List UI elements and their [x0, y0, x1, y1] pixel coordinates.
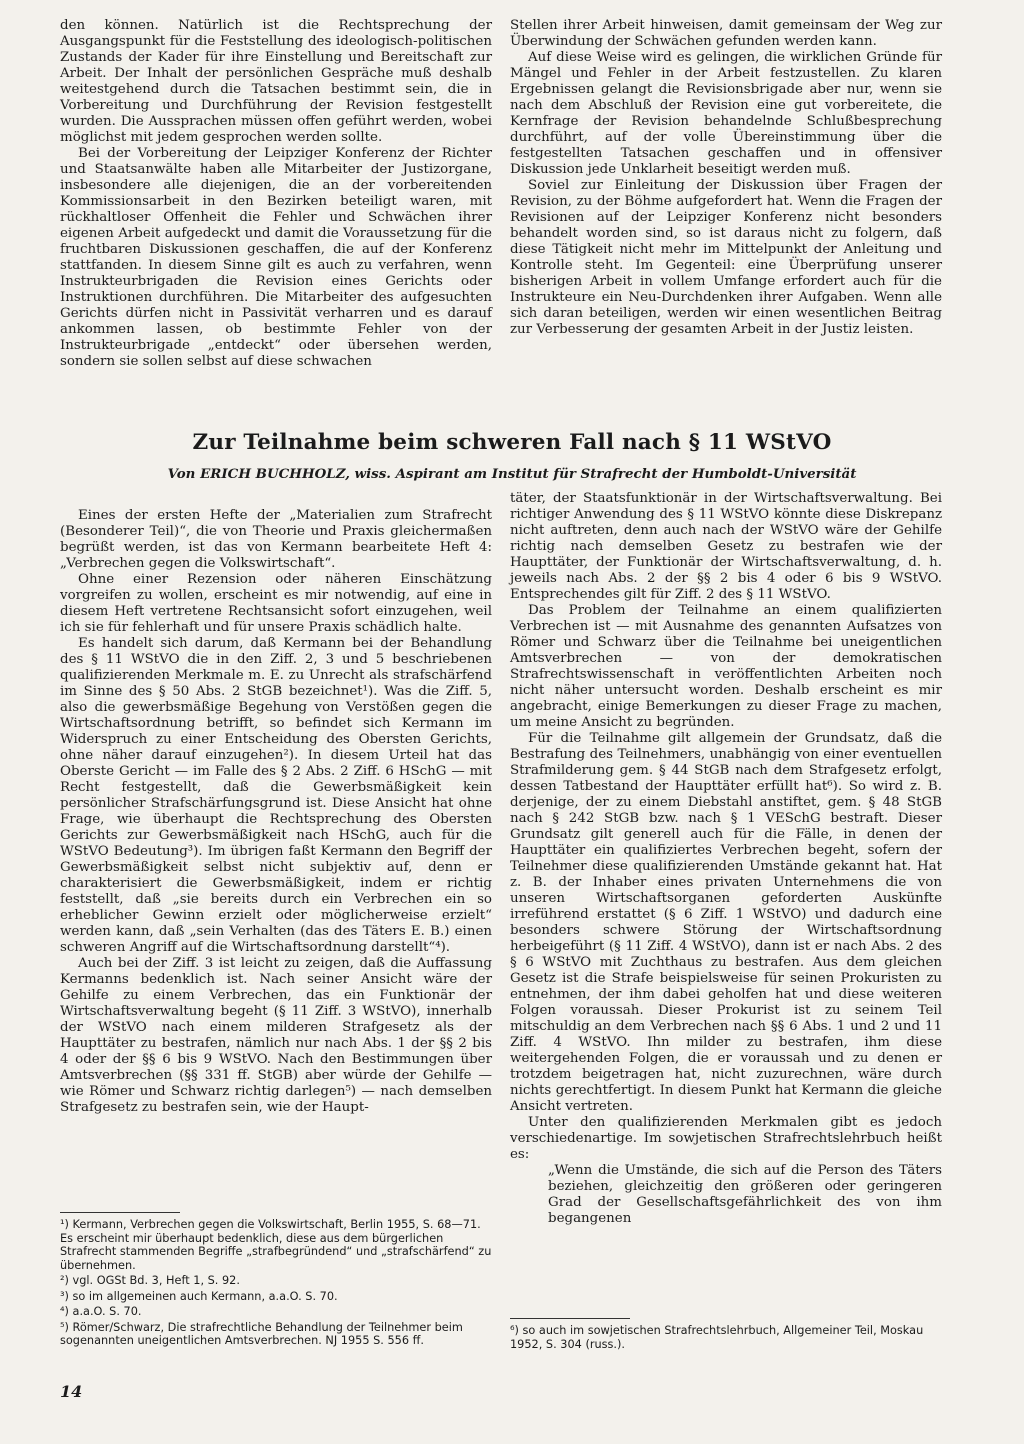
paragraph: Soviel zur Einleitung der Diskussion über Fragen der Revision, zu der Böhme aufgefordert hat. Wenn die Fragen der Revisionen auf der Leipziger Konferenz nicht besonders behandelt worden sind, so ist daraus nicht zu folgern, daß diese Tätigkeit nicht mehr im Mittelpunkt der Anleitung und Kontrolle steht. Im Gegenteil: eine Überprüfung unserer bisherigen Arbeit in vollem Umfange erfordert auch für die Instrukteure ein Neu-Durchdenken ihrer Aufgaben. Wenn alle sich daran beteiligen, werden wir einen wesentlichen Beitrag zur Verbesserung der gesamten Arbeit in der Justiz leisten.	[510, 178, 942, 337]
article-title: Zur Teilnahme beim schweren Fall nach § 11 WStVO	[192, 430, 832, 455]
footnote: ³) so im allgemeinen auch Kermann, a.a.O. S. 70.	[60, 1289, 338, 1303]
footnotes-right	[510, 1324, 942, 1353]
paragraph: Für die Teilnahme gilt allgemein der Grundsatz, daß die Bestrafung des Teilnehmers, unabhängig von einer eventuellen Strafmilderung gem. § 44 StGB nach dem Strafgesetz erfolgt, dessen Tatbestand der Haupttäter erfüllt hat⁶). So wird z. B. derjenige, der zu einem Diebstahl anstiftet, gem. § 48 StGB nach § 242 StGB bzw. nach § 1 VESchG bestraft. Dieser Grundsatz gilt generell auch für die Fälle, in denen der Haupttäter ein qualifiziertes Verbrechen begeht, sofern der Teilnehmer diese qualifizierenden Umstände gekannt hat. Hat z. B. der Inhaber eines privaten Unternehmens die von unseren Wirtschaftsorganen geforderten Auskünfte irreführend erstattet (§ 6 Ziff. 1 WStVO) und dadurch eine besonders schwere Störung der Wirtschaftsordnung herbeigeführt (§ 11 Ziff. 4 WStVO), dann ist er nach Abs. 2 des § 6 WStVO mit Zuchthaus zu bestrafen. Aus dem gleichen Gesetz ist die Strafe beispielsweise für seinen Prokuristen zu entnehmen, der ihm dabei geholfen hat und diese weiteren Folgen voraussah. Dieser Prokurist ist zu seinem Teil mitschuldig an dem Verbrechen nach §§ 6 Abs. 1 und 2 und 11 Ziff. 4 WStVO. Ihn milder zu bestrafen, ihm diese weitergehenden Folgen, die er voraussah und zu denen er trotzdem beigetragen hat, nicht zuzurechnen, wäre durch nichts gerechtfertigt. In diesem Punkt hat Kermann die gleiche Ansicht vertreten.	[510, 731, 942, 1114]
paragraph: Stellen ihrer Arbeit hinweisen, damit gemeinsam der Weg zur Überwindung der Schwächen gefunden werden kann.	[510, 18, 942, 49]
top-left-column	[60, 18, 492, 370]
paragraph: Das Problem der Teilnahme an einem qualifizierten Verbrechen ist — mit Ausnahme des genannten Aufsatzes von Römer und Schwarz über die Teilnahme bei uneigentlichen Amtsverbrechen — von der demokratischen Strafrechtswissenschaft in veröffentlichten Arbeiten noch nicht näher untersucht worden. Deshalb erscheint es mir angebracht, einige Bemerkungen zu dieser Frage zu machen, um meine Ansicht zu begründen.	[510, 603, 942, 730]
article-byline: Von ERICH BUCHHOLZ, wiss. Aspirant am Institut für Strafrecht der Humboldt-Universität	[167, 466, 857, 482]
paragraph: Es handelt sich darum, daß Kermann bei der Behandlung des § 11 WStVO die in den Ziff. 2, 3 und 5 beschriebenen qualifizierenden Merkmale m. E. zu Unrecht als strafschärfend im Sinne des § 50 Abs. 2 StGB bezeichnet¹). Was die Ziff. 5, also die gewerbsmäßige Begehung von Verstößen gegen die Wirtschaftsordnung betrifft, so befindet sich Kermann im Widerspruch zu einer Entscheidung des Obersten Gerichts, ohne näher darauf einzugehen²). In diesem Urteil hat das Oberste Gericht — im Falle des § 2 Abs. 2 Ziff. 6 HSchG — mit Recht festgestellt, daß die Gewerbsmäßigkeit kein persönlicher Strafschärfungsgrund ist. Diese Ansicht hat ohne Frage, wie überhaupt die Rechtsprechung des Obersten Gerichts zur Gewerbsmäßigkeit nach HSchG, auch für die WStVO Bedeutung³). Im übrigen faßt Kermann den Begriff der Gewerbsmäßigkeit selbst nicht subjektiv auf, denn er charakterisiert die Gewerbsmäßigkeit, indem er richtig feststellt, daß „sie bereits durch ein Verbrechen ein so erheblicher Gewinn erzielt oder möglicherweise erzielt“ werden kann, daß „sein Verhalten (das des Täters E. B.) einen schweren Angriff auf die Wirtschaftsordnung darstellt“⁴).	[60, 636, 492, 955]
footnote: ⁴) a.a.O. S. 70.	[60, 1305, 142, 1318]
bottom-left-column	[60, 508, 492, 1116]
footnote: ¹) Kermann, Verbrechen gegen die Volkswirtschaft, Berlin 1955, S. 68—71. Es erscheint mir überhaupt bedenklich, diese aus dem bürgerlichen Strafrecht stammenden Begriffe „strafbegründend“ und „strafschärfend“ zu übernehmen.	[60, 1218, 492, 1272]
paragraph: Bei der Vorbereitung der Leipziger Konferenz der Richter und Staatsanwälte haben alle Mitarbeiter der Justizorgane, insbesondere alle diejenigen, die an der vorbereitenden Kommissionsarbeit in den Bezirken beteiligt waren, mit rückhaltloser Offenheit die Fehler und Schwächen ihrer eigenen Arbeit aufgedeckt und damit die Voraussetzung für die fruchtbaren Diskussionen geschaffen, die auf der Konferenz stattfanden. In diesem Sinne gilt es auch zu verfahren, wenn Instrukteurbrigaden die Revision eines Gerichts oder Instruktionen durchführen. Die Mitarbeiter des aufgesuchten Gerichts dürfen nicht in Passivität verharren und es darauf ankommen lassen, ob bestimmte Fehler von der Instrukteurbrigade „entdeckt“ oder übersehen werden, sondern sie sollen selbst auf diese schwachen	[60, 146, 492, 369]
paragraph: den können. Natürlich ist die Rechtsprechung der Ausgangspunkt für die Feststellung des ideologisch-politischen Zustands der Kader für ihre Einstellung und Bereitschaft zur Arbeit. Der Inhalt der persönlichen Gespräche muß deshalb weitestgehend durch die Tatsachen bestimmt sein, die in Vorbereitung und Durchführung der Revision festgestellt wurden. Die Aussprachen müssen offen geführt werden, wobei möglichst mit jedem gesprochen werden sollte.	[60, 18, 492, 145]
paragraph: täter, der Staatsfunktionär in der Wirtschaftsverwaltung. Bei richtiger Anwendung des § 11 WStVO könnte diese Diskrepanz nicht auftreten, denn auch nach der WStVO wäre der Gehilfe richtig nach demselben Gesetz zu bestrafen wie der Haupttäter, der Funktionär der Wirtschaftsverwaltung, d. h. jeweils nach Abs. 2 der §§ 2 bis 4 oder 6 bis 9 WStVO. Entsprechendes gilt für Ziff. 2 des § 11 WStVO.	[510, 491, 942, 602]
paragraph: Auch bei der Ziff. 3 ist leicht zu zeigen, daß die Auffassung Kermanns bedenklich ist. Nach seiner Ansicht wäre der Gehilfe zu einem Verbrechen, das ein Funktionär der Wirtschaftsverwaltung begeht (§ 11 Ziff. 3 WStVO), innerhalb der WStVO nach einem milderen Strafgesetz als der Haupttäter zu bestrafen, nämlich nur nach Abs. 1 der §§ 2 bis 4 oder der §§ 6 bis 9 WStVO. Nach den Bestimmungen über Amtsverbrechen (§§ 331 ff. StGB) aber würde der Gehilfe — wie Römer und Schwarz richtig darlegen⁵) — nach demselben Strafgesetz zu bestrafen sein, wie der Haupt-	[60, 956, 492, 1115]
footnotes-left	[60, 1218, 492, 1350]
page-number: 14	[60, 1382, 83, 1401]
footnote: ⁵) Römer/Schwarz, Die strafrechtliche Behandlung der Teilnehmer beim sogenannten uneigentlichen Amtsverbrechen. NJ 1955 S. 556 ff.	[60, 1320, 463, 1347]
footnote-divider	[510, 1318, 630, 1319]
paragraph: Auf diese Weise wird es gelingen, die wirklichen Gründe für Mängel und Fehler in der Arbeit festzustellen. Zu klaren Ergebnissen gelangt die Revisionsbrigade aber nur, wenn sie nach dem Abschluß der Revision eine gut vorbereitete, die Kernfrage der Revision behandelnde Schlußbesprechung durchführt, auf der volle Übereinstimmung über die festgestellten Tatsachen geschaffen und in offensiver Diskussion jede Unklarheit beseitigt werden muß.	[510, 50, 942, 177]
footnote: ²) vgl. OGSt Bd. 3, Heft 1, S. 92.	[60, 1274, 240, 1287]
block-quote: „Wenn die Umstände, die sich auf die Person des Täters beziehen, gleichzeitig den größeren oder geringeren Grad der Gesellschaftsgefährlichkeit des von ihm begangenen	[548, 1163, 942, 1226]
paragraph: Eines der ersten Hefte der „Materialien zum Strafrecht (Besonderer Teil)“, die von Theorie und Praxis gleichermaßen begrüßt werden, ist das von Kermann bearbeitete Heft 4: „Verbrechen gegen die Volkswirtschaft“.	[60, 508, 492, 571]
footnote-divider	[60, 1212, 180, 1213]
paragraph: Unter den qualifizierenden Merkmalen gibt es jedoch verschiedenartige. Im sowjetischen Strafrechtslehrbuch heißt es:	[510, 1115, 942, 1162]
paragraph: Ohne einer Rezension oder näheren Einschätzung vorgreifen zu wollen, erscheint es mir notwendig, auf eine in diesem Heft vertretene Rechtsansicht sofort einzugehen, weil ich sie für fehlerhaft und für unsere Praxis schädlich halte.	[60, 572, 492, 635]
bottom-right-column	[510, 491, 942, 1227]
top-right-column	[510, 18, 942, 338]
footnote: ⁶) so auch im sowjetischen Strafrechtslehrbuch, Allgemeiner Teil, Moskau 1952, S. 304 (russ.).	[510, 1324, 924, 1351]
